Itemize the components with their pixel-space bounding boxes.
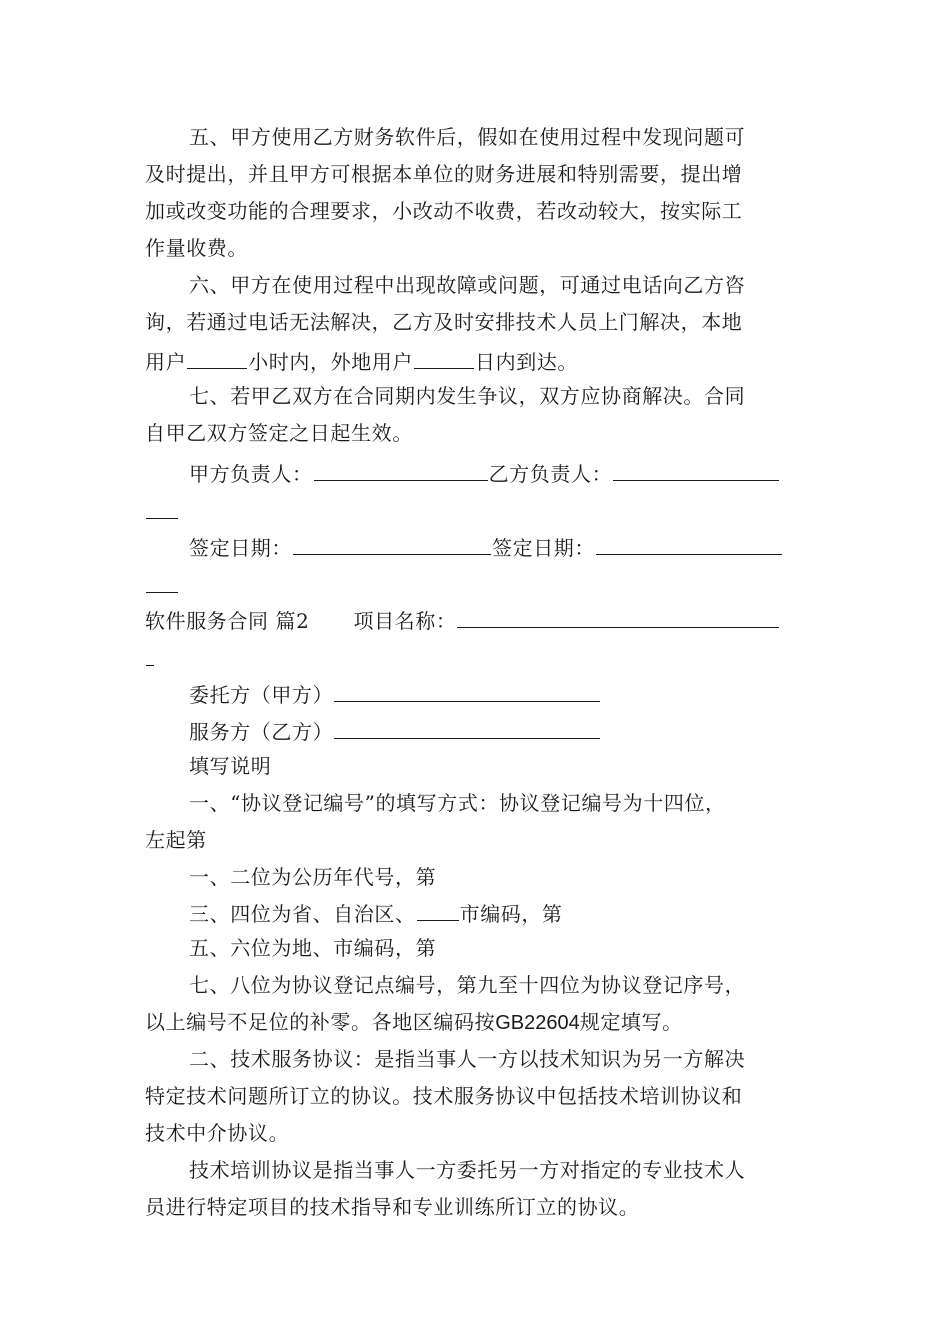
paragraph-line: 技术中介协议。 [145,1121,290,1145]
blank-field[interactable] [334,679,600,702]
paragraph-line: 自甲乙双方签定之日起生效。 [145,421,413,445]
paragraph-line: 一、“协议登记编号”的填写方式：协议登记编号为十四位， [189,791,726,815]
date-line: 签定日期： 签定日期： [189,532,810,561]
date-line-overflow [145,570,810,599]
blank-field[interactable] [596,532,782,555]
party-line: 服务方（乙方） [189,716,810,745]
blank-field[interactable] [457,605,779,628]
paragraph-line: 特定技术问题所订立的协议。技术服务协议中包括技术培训协议和 [145,1084,743,1108]
paragraph-line: 用户 小时内，外地用户 日内到达。 [145,346,810,375]
blank-field[interactable] [417,898,459,921]
blank-field[interactable] [187,346,247,369]
paragraph-line: 二、技术服务协议：是指当事人一方以技术知识为另一方解决 [189,1047,746,1071]
paragraph-line: 作量收费。 [145,236,248,260]
standard-code: GB22604 [495,1012,580,1034]
blank-field[interactable] [146,643,154,666]
paragraph-line: 五、六位为地、市编码，第 [189,936,437,960]
paragraph-line: 三、四位为省、自治区、 市编码，第 [189,898,810,927]
paragraph-line: 技术培训协议是指当事人一方委托另一方对指定的专业技术人 [189,1158,746,1182]
blank-field[interactable] [314,458,488,481]
paragraph-line: 加或改变功能的合理要求，小改动不收费，若改动较大，按实际工 [145,199,743,223]
paragraph-line: 员进行特定项目的技术指导和专业训练所订立的协议。 [145,1195,640,1219]
paragraph-line: 五、甲方使用乙方财务软件后，假如在使用过程中发现问题可 [189,125,746,149]
paragraph-line: 六、甲方在使用过程中出现故障或问题，可通过电话向乙方咨 [189,273,746,297]
paragraph-line: 七、若甲乙双方在合同期内发生争议，双方应协商解决。合同 [189,384,746,408]
paragraph-line: 询，若通过电话无法解决，乙方及时安排技术人员上门解决，本地 [145,310,743,334]
signature-line: 甲方负责人： 乙方负责人： [189,458,810,487]
blank-field[interactable] [146,570,178,593]
paragraph-line: 及时提出，并且甲方可根据本单位的财务进展和特别需要，提出增 [145,162,743,186]
paragraph-line: 七、八位为协议登记点编号，第九至十四位为协议登记序号， [189,973,746,997]
blank-field[interactable] [613,458,779,481]
blank-field[interactable] [334,716,600,739]
blank-field[interactable] [414,346,474,369]
section-heading-line: 软件服务合同 篇2 项目名称： [145,605,810,634]
section-title: 软件服务合同 篇2 [145,609,310,633]
blank-field[interactable] [146,496,178,519]
signature-line-overflow [145,496,810,525]
party-line: 委托方（甲方） [189,679,810,708]
blank-field[interactable] [293,532,491,555]
paragraph-line: 左起第 [145,828,207,852]
instructions-heading: 填写说明 [189,754,272,778]
paragraph-line: 以上编号不足位的补零。各地区编码按GB22604规定填写。 [145,1010,683,1034]
paragraph-line: 一、二位为公历年代号，第 [189,865,437,889]
section-heading-overflow [145,643,810,672]
